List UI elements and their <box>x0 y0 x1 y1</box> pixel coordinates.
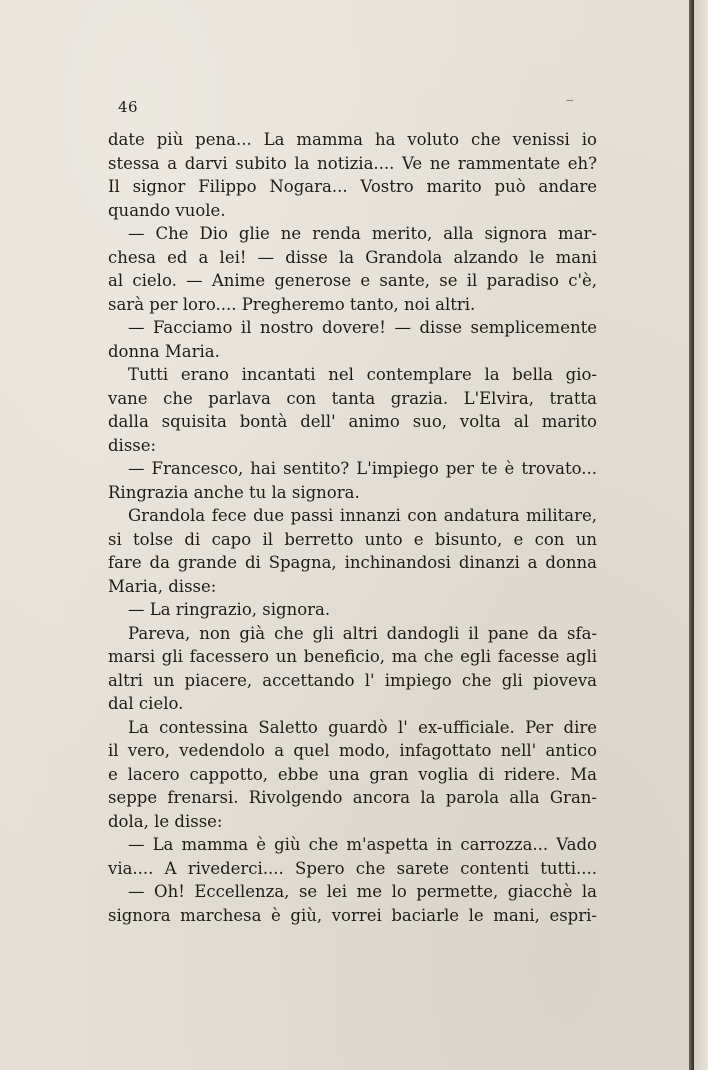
text-line: sarà per loro.... Pregheremo tanto, noi altri. <box>108 294 476 314</box>
text-line: — Che Dio glie ne renda merito, alla signora mar- <box>128 224 597 243</box>
text-line: Pareva, non già che gli altri dandogli il pane da sfa- <box>128 623 597 643</box>
text-line: signora marchesa è giù, vorrei baciarle le mani, espri- <box>108 905 597 925</box>
text-line: si tolse di capo il berretto unto e bisunto, e con un <box>108 529 597 549</box>
text-line: — Oh! Eccellenza, se lei me lo permette, giacchè la <box>128 882 597 901</box>
text-line: Il signor Filippo Nogara... Vostro marito può andare <box>108 177 597 196</box>
text-line: dola, le disse: <box>108 811 223 831</box>
binding-shadow <box>694 0 708 1070</box>
text-line: — Francesco, hai sentito? L'impiego per te è trovato... <box>128 459 597 478</box>
text-line: La contessina Saletto guardò l' ex-ufficiale. Per dire <box>128 717 597 737</box>
binding-edge <box>689 0 694 1070</box>
text-line: vane che parlava con tanta grazia. L'Elvira, tratta <box>108 388 597 408</box>
text-line: — Facciamo il nostro dovere! — disse semplicemente <box>128 318 597 337</box>
text-line: quando vuole. <box>108 200 226 220</box>
text-line: dalla squisita bontà dell' animo suo, volta al marito <box>108 412 597 431</box>
body-text <box>108 128 597 927</box>
text-line: marsi gli facessero un beneficio, ma che egli facesse agli <box>108 647 597 666</box>
text-line: e lacero cappotto, ebbe una gran voglia di ridere. Ma <box>108 764 597 784</box>
text-line: donna Maria. <box>108 341 220 361</box>
text-line: al cielo. — Anime generose e sante, se il paradiso c'è, <box>108 271 597 290</box>
text-line: stessa a darvi subito la notizia.... Ve ne rammentate eh? <box>108 153 597 173</box>
text-line: via.... A rivederci.... Spero che sarete contenti tutti.... <box>108 858 597 878</box>
page-number: 46 <box>118 98 139 116</box>
text-line: — La mamma è giù che m'aspetta in carrozza... Vado <box>128 835 597 854</box>
print-mark <box>566 100 573 101</box>
text-line: Ringrazia anche tu la signora. <box>108 482 360 502</box>
text-line: chesa ed a lei! — disse la Grandola alzando le mani <box>108 247 597 267</box>
text-line: fare da grande di Spagna, inchinandosi dinanzi a donna <box>108 553 597 572</box>
text-line: — La ringrazio, signora. <box>128 600 331 619</box>
text-line: Tutti erano incantati nel contemplare la bella gio- <box>128 365 597 384</box>
text-line: date più pena... La mamma ha voluto che venissi io <box>108 130 597 149</box>
text-line: dal cielo. <box>108 694 184 713</box>
text-line: il vero, vedendolo a quel modo, infagottato nell' antico <box>108 741 597 760</box>
text-line: Grandola fece due passi innanzi con andatura militare, <box>128 506 597 525</box>
text-line: disse: <box>108 435 157 455</box>
text-line: altri un piacere, accettando l' impiego che gli pioveva <box>108 670 597 690</box>
text-line: Maria, disse: <box>108 576 217 596</box>
text-line: seppe frenarsi. Rivolgendo ancora la parola alla Gran- <box>108 788 597 807</box>
